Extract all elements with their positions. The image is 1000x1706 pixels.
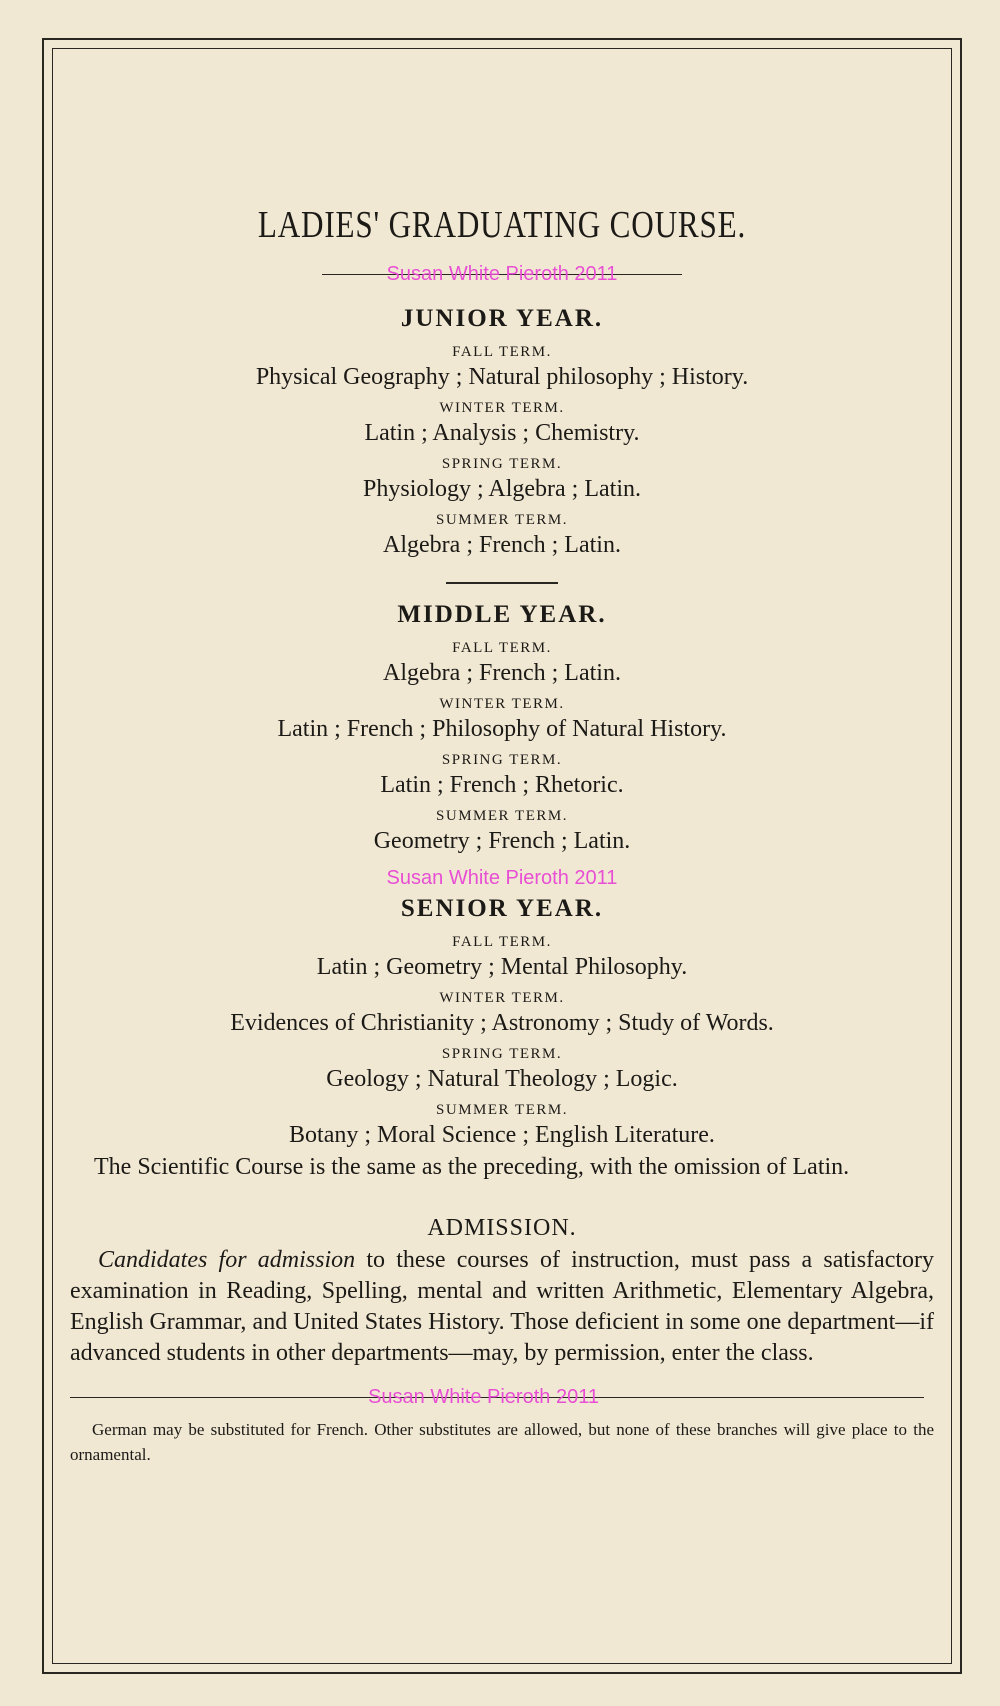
year-heading: JUNIOR YEAR. <box>400 305 604 332</box>
watermark-top: Susan White Pieroth 2011 <box>386 263 618 285</box>
admission-body: to these courses of instruction, must pass a satisfactory examination in Reading, Spelling, mental and written Arithmetic, Elementary Algebra, English Grammar, and United States History. Those deficient in some one department—if advanced students in other departments—may, by permission, enter the class. <box>70 1247 934 1366</box>
term-subjects: Latin ; Analysis ; Chemistry. <box>364 420 640 446</box>
year-heading: MIDDLE YEAR. <box>397 601 607 628</box>
term-label: SUMMER TERM. <box>436 512 568 528</box>
term-subjects: Evidences of Christianity ; Astronomy ; Study of Words. <box>230 1010 774 1036</box>
term-label: SPRING TERM. <box>441 456 563 472</box>
footnote-rule <box>70 1385 934 1409</box>
term-subjects: Physiology ; Algebra ; Latin. <box>363 476 641 502</box>
term-label: WINTER TERM. <box>439 990 565 1006</box>
term-subjects: Botany ; Moral Science ; English Literature. <box>289 1122 715 1148</box>
term-subjects: Latin ; Geometry ; Mental Philosophy. <box>316 954 688 980</box>
term-label: FALL TERM. <box>452 344 552 360</box>
term-subjects: Physical Geography ; Natural philosophy ; History. <box>255 364 749 390</box>
term-subjects: Latin ; French ; Rhetoric. <box>380 772 624 798</box>
junior-year-section <box>70 304 934 560</box>
senior-year-section <box>70 894 934 1150</box>
term-subjects: Geometry ; French ; Latin. <box>373 828 631 854</box>
admission-paragraph <box>70 1245 934 1369</box>
term-label: FALL TERM. <box>452 640 552 656</box>
title-rule <box>322 262 682 286</box>
section-divider <box>446 582 558 584</box>
middle-year-section <box>70 600 934 856</box>
term-subjects: Geology ; Natural Theology ; Logic. <box>326 1066 678 1092</box>
year-heading: SENIOR YEAR. <box>400 895 604 922</box>
term-label: WINTER TERM. <box>439 400 565 416</box>
term-subjects: Algebra ; French ; Latin. <box>383 532 621 558</box>
term-subjects: Latin ; French ; Philosophy of Natural History. <box>277 716 727 742</box>
scientific-course-note: The Scientific Course is the same as the preceding, with the omission of Latin. <box>94 1154 850 1180</box>
watermark-middle-wrap <box>70 866 934 892</box>
term-label: FALL TERM. <box>452 934 552 950</box>
term-label: SUMMER TERM. <box>436 808 568 824</box>
admission-lead: Candidates for admission <box>98 1247 356 1273</box>
term-label: SPRING TERM. <box>441 1046 563 1062</box>
term-subjects: Algebra ; French ; Latin. <box>383 660 621 686</box>
watermark-middle: Susan White Pieroth 2011 <box>386 867 618 889</box>
watermark-bottom: Susan White Pieroth 2011 <box>368 1386 599 1408</box>
term-label: WINTER TERM. <box>439 696 565 712</box>
term-label: SPRING TERM. <box>441 752 563 768</box>
term-label: SUMMER TERM. <box>436 1102 568 1118</box>
page-title: LADIES' GRADUATING COURSE. <box>257 204 747 246</box>
footnote: German may be substituted for French. Other substitutes are allowed, but none of these branches will give place to the ornamental. <box>70 1420 934 1464</box>
page-content <box>70 200 934 1467</box>
admission-heading: ADMISSION. <box>427 1215 577 1241</box>
